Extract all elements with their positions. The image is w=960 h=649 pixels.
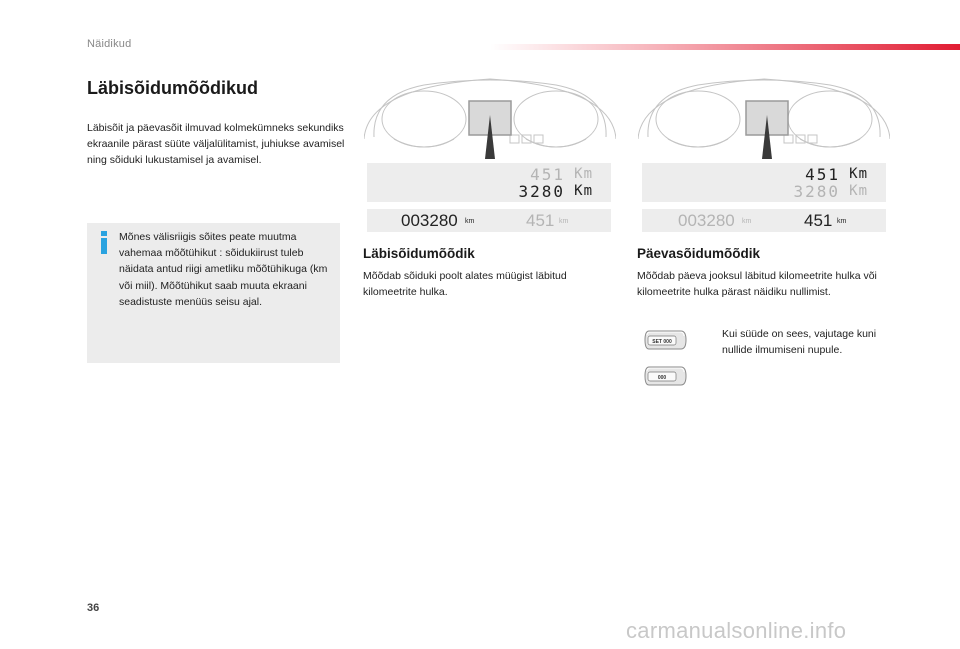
odometer-strip-odometer-view [367,209,611,232]
reset-button-label: 000 [657,375,667,381]
total-reading-dim: 3280 [793,182,840,201]
info-note-text: Mõnes välisriigis sõites peate muutma vahemaa mõõtühikut : sõidukiirust tuleb näidata antud riigi ametliku mõõtühikuga (km või miil). Mõõtühikut saab muuta ekraani seadistuste menüüs seisu ajal. [119,231,328,308]
lcd-display-trip-view [642,163,886,202]
odometer-heading: Läbisõidumõõdik [363,246,475,261]
trip-description: Mõõdab päeva jooksul läbitud kilomeetrite hulka või kilomeetrite hulka pärast näidiku nullimist. [637,270,877,298]
header-accent-rule [490,44,960,50]
page-title: Läbisõidumõõdikud [87,78,258,98]
intro-paragraph: Läbisõit ja päevasõit ilmuvad kolmekümneks sekundiks ekraanile pärast süüte väljalülitamist, juhiukse avamisel ning sõiduki lukustamisel ja avamisel. [87,122,345,166]
instrument-cluster-illustration-trip [638,77,890,159]
trip-reading: 451 [530,165,565,184]
trip-strip-unit-active: km [837,218,847,225]
lcd-display-odometer-view [367,163,611,202]
odometer-description: Mõõdab sõiduki poolt alates müügist läbitud kilomeetrite hulka. [363,270,567,298]
total-reading-unit: Km [574,183,593,199]
trip-strip-value-active: 451 [804,211,833,230]
info-note [87,223,340,363]
odometer-unit: km [465,218,475,225]
info-icon [99,231,109,255]
trip-heading: Päevasõidumõõdik [637,246,761,261]
page-number: 36 [87,602,100,614]
section-header: Näidikud [87,38,132,50]
odometer-value-dim: 003280 [678,211,735,230]
reset-button-illustration [643,365,688,387]
trip-strip-unit: km [559,218,569,225]
total-reading: 3280 [518,182,565,201]
trip-reading-active: 451 [805,165,840,184]
instrument-cluster-illustration [364,77,616,159]
reset-instruction [704,326,889,358]
odometer-unit-dim: km [742,218,752,225]
watermark: carmanualsonline.info [626,618,847,643]
trip-strip-value: 451 [526,211,555,230]
reset-instruction-text: Kui süüde on sees, vajutage kuni nullide ilmumiseni nupule. [722,328,877,356]
trip-reading-unit: Km [574,166,593,182]
set-reset-button-illustration [643,329,688,351]
odometer-strip-trip-view [642,209,886,232]
odometer-value: 003280 [401,211,458,230]
total-reading-dim-unit: Km [849,183,868,199]
set-button-label: SET 000 [652,339,672,345]
trip-reading-active-unit: Km [849,166,868,182]
